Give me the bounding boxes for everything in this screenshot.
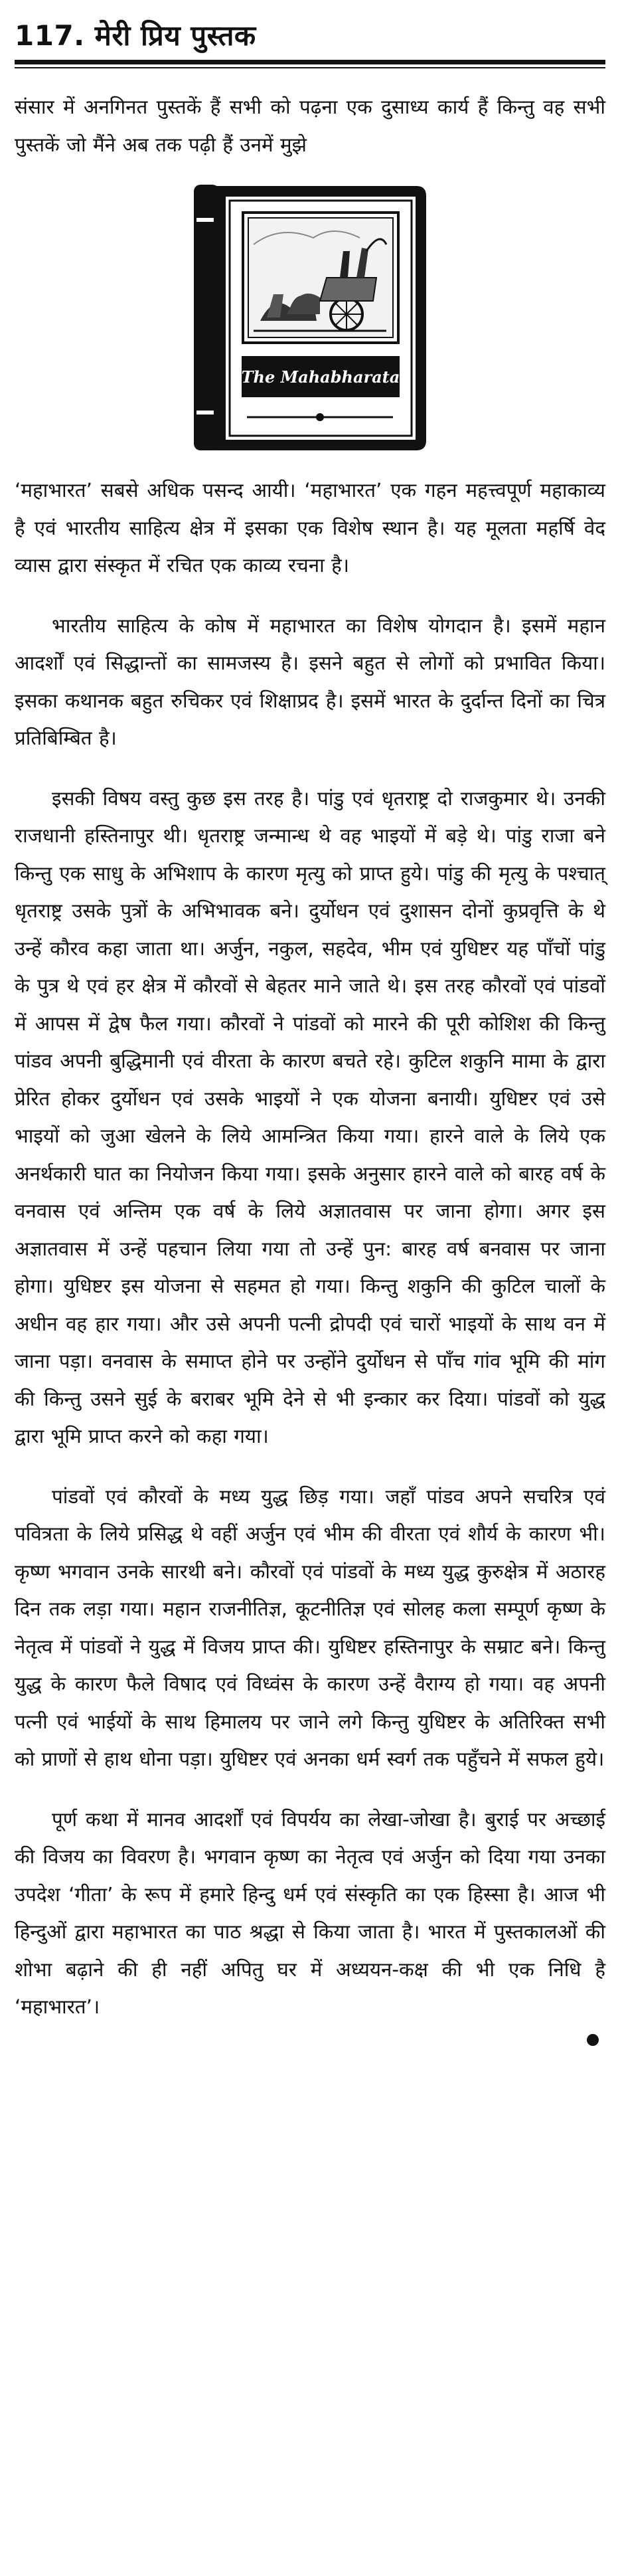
book-cover-title: The Mahabharata [241, 367, 400, 387]
end-bullet-icon [587, 2034, 599, 2046]
book-illustration-container [15, 178, 605, 457]
paragraph-5: पूर्ण कथा में मानव आदर्शों एवं विपर्यय का लेखा-जोखा है। बुराई पर अच्छाई की विजय का विवरण है। भगवान कृष्ण का नेतृत्व एवं अर्जुन को दिया गया उनका उपदेश ‘गीता’ के रूप में हमारे हिन्दु धर्म एवं संस्कृति का एक हिस्सा है। आज भी हिन्दुओं द्वारा महाभारत का पाठ श्रद्धा से किया जाता है। भारत में पुस्तकालओं की शोभा बढ़ाने की ही नहीं अपितु घर में अध्ययन-कक्ष की भी एक निधि है ‘महाभारत’। [15, 1807, 605, 2018]
page-title: 117. मेरी प्रिय पुस्तक [15, 19, 256, 52]
paragraph-3: इसकी विषय वस्तु कुछ इस तरह है। पांडु एवं धृतराष्ट्र दो राजकुमार थे। उनकी राजधानी हस्तिनापुर थी। धृतराष्ट्र जन्मान्ध थे वह भाइयों में बड़े थे। पांडु राजा बने किन्तु एक साधु के अभिशाप के कारण मृत्यु को प्राप्त हुये। पांडु की मृत्यु के पश्चात् धृतराष्ट्र उसके पुत्रों के अभिभावक बने। दुर्योधन एवं दुशासन दोनों कुप्रवृत्ति के थे उन्हें कौरव कहा जाता था। अर्जुन, नकुल, सहदेव, भीम एवं युधिष्टर यह पाँचों पांडु के पुत्र थे एवं हर क्षेत्र में कौरवों से बेहतर माने जाते थे। इस तरह कौरवों एवं पांडवों में आपस में द्वेष फैल गया। कौरवों ने पांडवों को मारने की पूरी कोशिश की किन्तु पांडव अपनी बुद्धिमानी एवं वीरता के कारण बचते रहे। कुटिल शकुनि मामा के द्वारा प्रेरित होकर दुर्योधन एवं उसके भाइयों ने एक योजना बनायी। युधिष्टर एवं उसे भाइयों को जुआ खेलने के लिये आमन्त्रित किया गया। हारने वाले के लिये एक अनर्थकारी घात का नियोजन किया गया। इसके अनुसार हारने वाले को बारह वर्ष के वनवास एवं अन्तिम एक वर्ष के लिये अज्ञातवास पर जाना होगा। अगर इस अज्ञातवास में उन्हें पहचान लिया गया तो उन्हें पुन: बारह वर्ष बनवास पर जाना होगा। युधिष्टर इस योजना से सहमत हो गया। किन्तु शकुनि की कुटिल चालों के अधीन वह हार गया। और उसे अपनी पत्नी द्रोपदी एवं चारों भाइयों के साथ वन में जाना पड़ा। वनवास के समाप्त होने पर उन्होंने दुर्योधन से पाँच गांव भूमि की मांग की किन्तु उसने सुई के बराबर भूमि देने से भी इन्कार कर दिया। पांडवों को युद्ध द्वारा भूमि प्राप्त करने को कहा गया। [15, 786, 605, 1447]
paragraph-2: भारतीय साहित्य के कोष में महाभारत का विशेष योगदान है। इसमें महान आदर्शों एवं सिद्धान्तों का सामजस्य है। इसने बहुत से लोगों को प्रभावित किया। इसका कथानक बहुत रुचिकर एवं शिक्षाप्रद है। इसमें भारत के दुर्दान्त दिनों का चित्र प्रतिबिम्बित है। [15, 614, 605, 749]
title-divider-thin [15, 67, 605, 68]
paragraph-1: ‘महाभारत’ सबसे अधिक पसन्द आयी। ‘महाभारत’ एक गहन महत्त्वपूर्ण महाकाव्य है एवं भारतीय साहित्य क्षेत्र में इसका एक विशेष स्थान है। यह मूलता महर्षि वेद व्यास द्वारा संस्कृत में रचित एक काव्य रचना है। [15, 479, 605, 577]
paragraph-4: पांडवों एवं कौरवों के मध्य युद्ध छिड़ गया। जहाँ पांडव अपने सचरित्र एवं पवित्रता के लिये प्रसिद्ध थे वहीं अर्जुन एवं भीम की वीरता एवं शौर्य के कारण भी। कृष्ण भगवान उनके सारथी बने। कौरवों एवं पांडवों के मध्य युद्ध कुरुक्षेत्र में अठारह दिन तक लड़ा गया। महान राजनीतिज्ञ, कूटनीतिज्ञ एवं सोलह कला सम्पूर्ण कृष्ण के नेतृत्व में पांडवों ने युद्ध में विजय प्राप्त की। युधिष्टर हस्तिनापुर के सम्राट बने। किन्तु युद्ध के कारण फैले विषाद एवं विध्वंस के कारण उन्हें वैराग्य हो गया। वह अपनी पत्नी एवं भाईयों के साथ हिमालय पर जाने लगे किन्तु युधिष्टर के अतिरिक्त सभी को प्राणों से हाथ धोना पड़ा। युधिष्टर एवं अनका धर्म स्वर्ग तक पहुँचने में सफल हुये। [15, 1485, 605, 1770]
book-cover-illustration [187, 178, 433, 457]
paragraph-intro: संसार में अनगिनत पुस्तकें हैं सभी को पढ़ना एक दुसाध्य कार्य हैं किन्तु वह सभी पुस्तकें जो मैंने अब तक पढ़ी हैं उनमें मुझे [15, 96, 605, 156]
article [15, 12, 605, 2026]
title-divider-thick [15, 60, 605, 64]
